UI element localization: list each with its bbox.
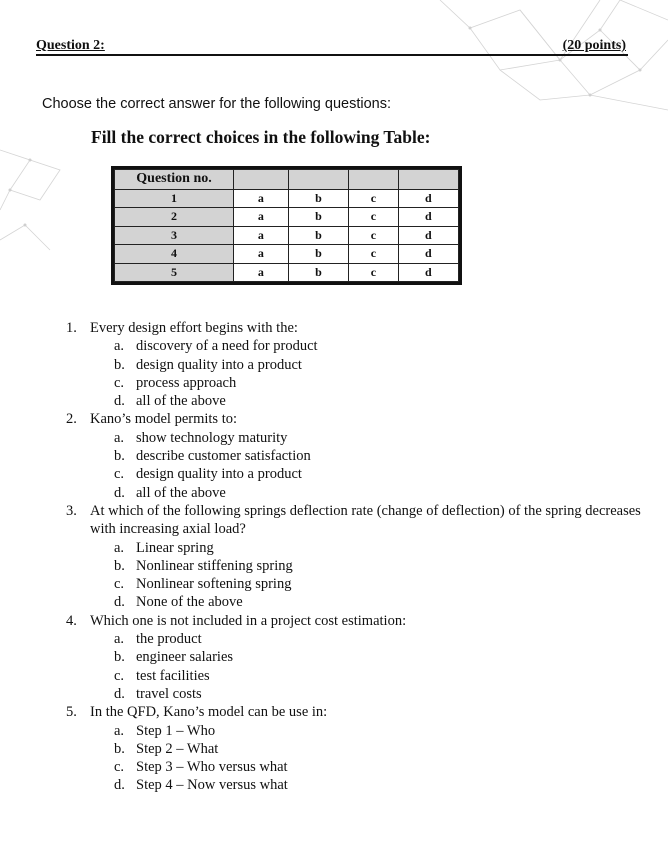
choice-cell-a[interactable]: a [234,226,289,244]
choice-cell-d[interactable]: d [398,263,458,282]
option-letter: a. [114,631,125,648]
question-no-header: Question no. [115,170,234,190]
option-text: None of the above [136,594,243,611]
option-list [90,337,652,410]
option-letter: c. [114,759,125,776]
choice-cell-a[interactable]: a [234,208,289,226]
option-letter: d. [114,393,125,410]
header-cell [234,170,289,190]
option-item [114,630,652,648]
option-text: all of the above [136,484,226,501]
option-text: all of the above [136,393,226,410]
header-cell [398,170,458,190]
option-item [114,337,652,355]
question-title: Question 2: [36,38,105,53]
option-letter: c. [114,667,125,684]
table-heading: Fill the correct choices in the following Table: [91,127,431,147]
option-letter: b. [114,356,125,373]
option-item [114,575,652,593]
option-list [90,630,652,703]
instructions-text: Choose the correct answer for the following questions: [42,96,391,112]
option-letter: d. [114,685,125,702]
option-item [114,447,652,465]
option-letter: a. [114,338,125,355]
question-text: Which one is not included in a project cost estimation: [90,612,407,629]
choice-cell-d[interactable]: d [398,226,458,244]
answer-table-header-row [115,170,459,190]
choice-cell-c[interactable]: c [349,226,399,244]
option-item [114,557,652,575]
option-item [114,758,652,776]
choice-cell-d[interactable]: d [398,245,458,263]
option-item [114,539,652,557]
option-letter: c. [114,374,125,391]
question-number-cell: 1 [115,189,234,207]
question-item [66,502,652,612]
question-number: 3. [66,502,77,519]
question-number: 1. [66,320,77,336]
question-header [36,34,628,56]
option-text: process approach [136,374,237,391]
option-letter: b. [114,740,125,757]
table-row [115,263,459,282]
option-text: describe customer satisfaction [136,448,311,465]
option-letter: c. [114,576,125,593]
option-letter: a. [114,722,125,739]
option-item [114,685,652,703]
option-text: discovery of a need for product [136,338,318,355]
choice-cell-a[interactable]: a [234,263,289,282]
option-text: test facilities [136,667,210,684]
option-list [90,539,652,612]
option-text: Nonlinear softening spring [136,576,292,593]
header-cell [288,170,348,190]
question-number: 2. [66,411,77,428]
question-number-cell: 3 [115,226,234,244]
question-item [66,410,652,501]
question-text: At which of the following springs deflection rate (change of deflection) of the spring decreases with increasing axial load? [90,502,641,538]
question-text: In the QFD, Kano’s model can be use in: [90,704,328,721]
option-item [114,722,652,740]
option-text: Step 1 – Who [136,722,216,739]
question-number: 5. [66,704,77,721]
choice-cell-b[interactable]: b [288,226,348,244]
table-row [115,245,459,263]
option-list [90,429,652,502]
option-letter: b. [114,557,125,574]
choice-cell-c[interactable]: c [349,263,399,282]
answer-table [111,166,462,285]
points-label: (20 points) [562,38,626,53]
option-text: design quality into a product [136,356,302,373]
choice-cell-b[interactable]: b [288,263,348,282]
choice-cell-c[interactable]: c [349,189,399,207]
choice-cell-b[interactable]: b [288,208,348,226]
choice-cell-d[interactable]: d [398,208,458,226]
question-number-cell: 4 [115,245,234,263]
option-text: show technology maturity [136,429,288,446]
question-item [66,703,652,794]
choice-cell-c[interactable]: c [349,208,399,226]
option-letter: d. [114,594,125,611]
option-letter: a. [114,429,125,446]
option-item [114,593,652,611]
choice-cell-a[interactable]: a [234,189,289,207]
option-letter: b. [114,649,125,666]
option-letter: d. [114,484,125,501]
question-number-cell: 5 [115,263,234,282]
question-item [66,612,652,703]
option-text: Nonlinear stiffening spring [136,557,293,574]
option-text: Linear spring [136,539,214,556]
option-item [114,429,652,447]
option-item [114,648,652,666]
choice-cell-c[interactable]: c [349,245,399,263]
question-text: Every design effort begins with the: [90,320,298,336]
option-letter: d. [114,777,125,794]
table-row [115,226,459,244]
option-item [114,776,652,794]
option-text: Step 2 – What [136,740,219,757]
option-item [114,392,652,410]
header-cell [349,170,399,190]
option-letter: a. [114,539,125,556]
question-text: Kano’s model permits to: [90,411,237,428]
option-text: design quality into a product [136,466,302,483]
question-number: 4. [66,612,77,629]
question-list [66,319,652,795]
choice-cell-a[interactable]: a [234,245,289,263]
question-item [66,319,652,410]
choice-cell-d[interactable]: d [398,189,458,207]
option-text: the product [136,631,202,648]
option-item [114,356,652,374]
question-number-cell: 2 [115,208,234,226]
option-item [114,667,652,685]
option-letter: b. [114,448,125,465]
option-text: Step 3 – Who versus what [136,759,288,776]
choice-cell-b[interactable]: b [288,245,348,263]
option-item [114,374,652,392]
option-list [90,722,652,795]
option-text: engineer salaries [136,649,234,666]
option-text: Step 4 – Now versus what [136,777,288,794]
option-letter: c. [114,466,125,483]
option-item [114,740,652,758]
table-row [115,208,459,226]
option-item [114,484,652,502]
table-row [115,189,459,207]
choice-cell-b[interactable]: b [288,189,348,207]
option-item [114,465,652,483]
option-text: travel costs [136,685,202,702]
